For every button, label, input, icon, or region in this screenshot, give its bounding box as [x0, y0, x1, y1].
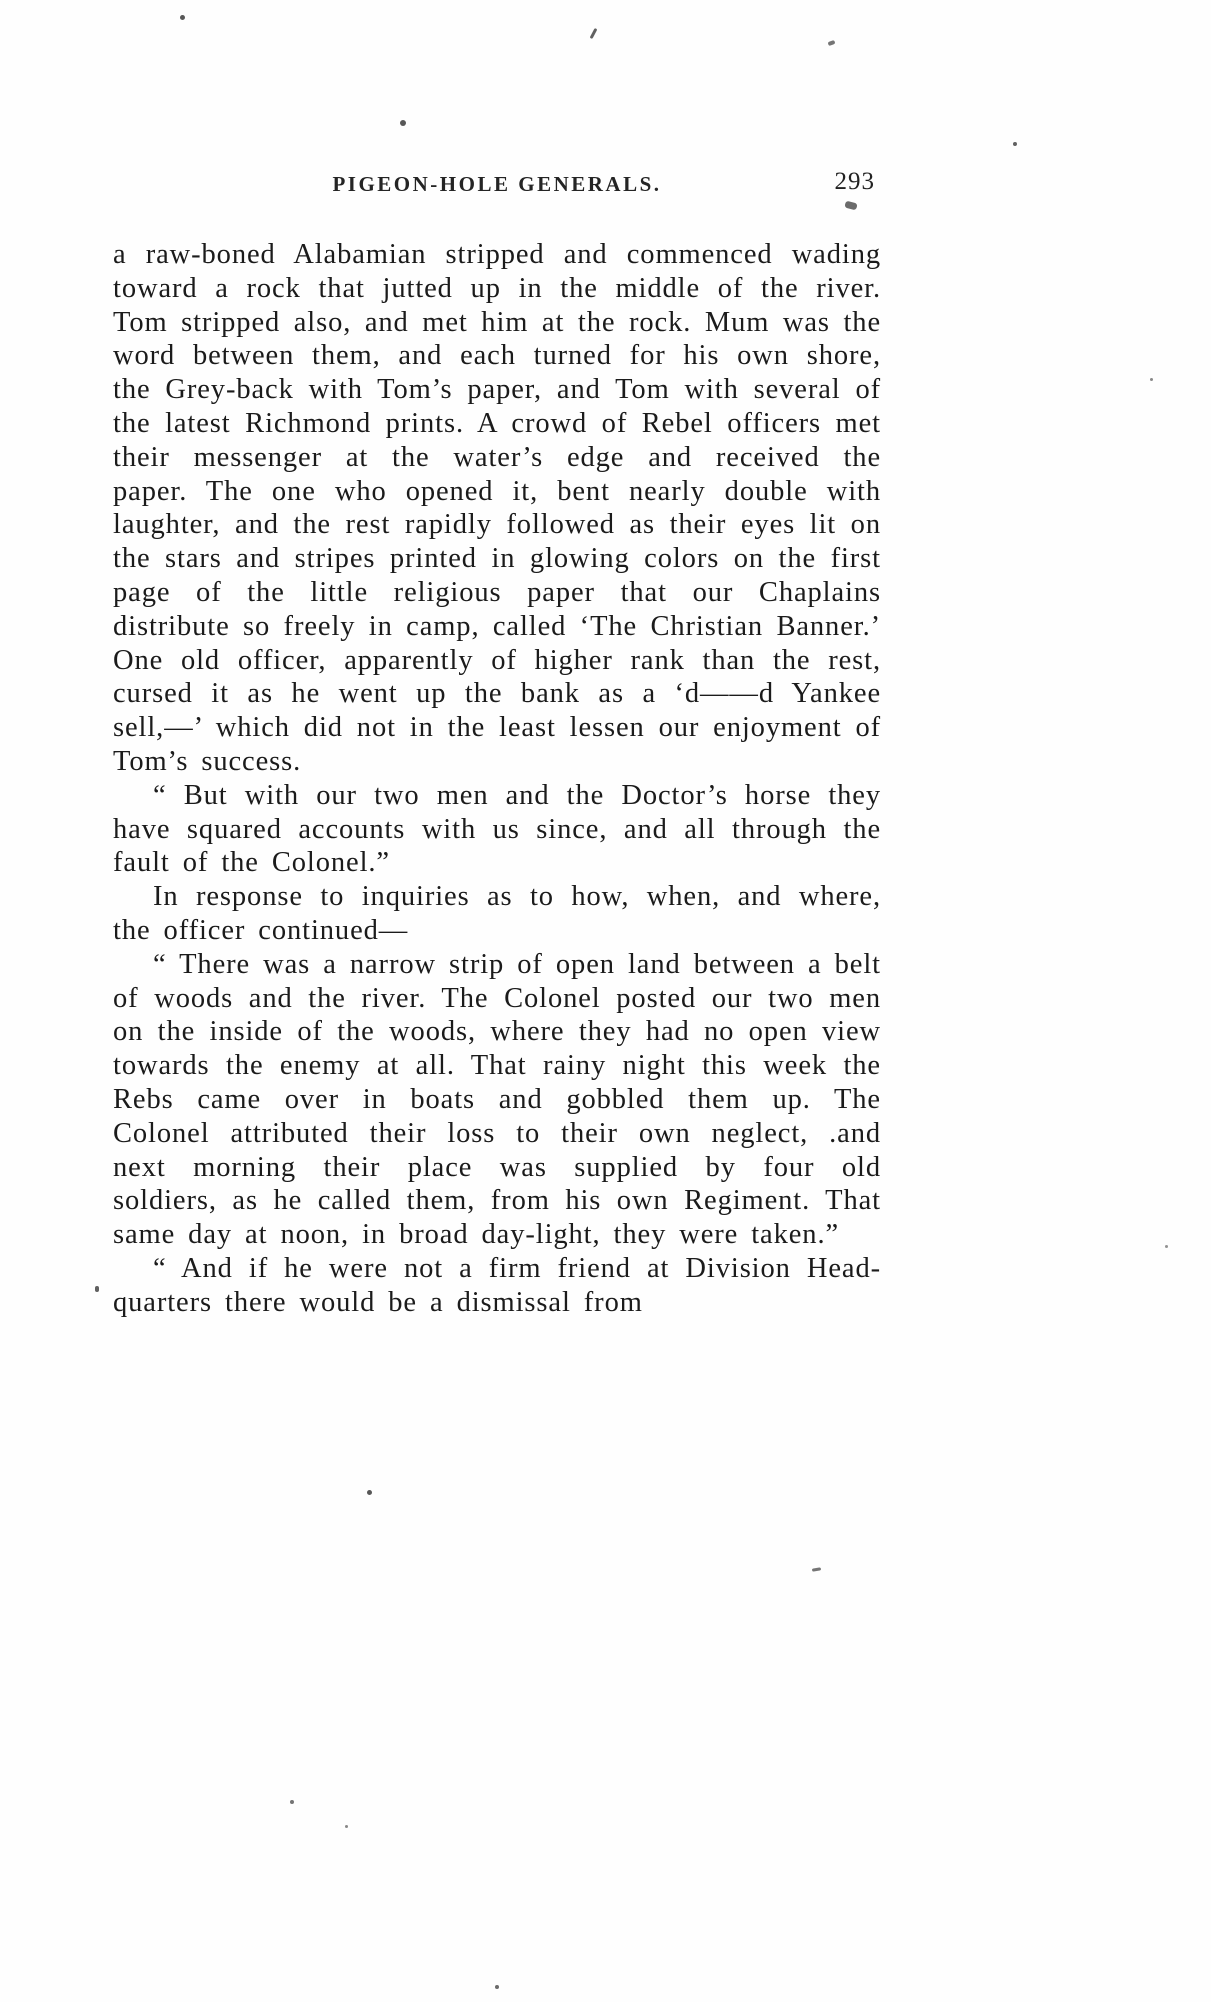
scan-speck — [828, 40, 836, 46]
paragraph: “ There was a narrow strip of open land between a belt of woods and the river. The Colonel posted our two men on the inside of the woods, where they had no open view towards the enemy at all. That rainy night this week the Rebs came over in boats and gobbled them up. The Colonel attributed their loss to their own neglect, .and next morning their place was supplied by four old soldiers, as he called them, from his own Regiment. That same day at noon, in broad day-light, they were taken.” — [113, 948, 881, 1251]
scan-speck — [1165, 1245, 1168, 1248]
scan-speck — [495, 1985, 499, 1989]
scan-speck — [367, 1490, 372, 1495]
scan-speck — [345, 1825, 348, 1828]
paragraph: “ But with our two men and the Doctor’s horse they have squared accounts with us since, and all through the fault of the Colonel.” — [113, 779, 881, 879]
page-number: 293 — [834, 168, 875, 195]
page-header — [113, 168, 881, 206]
running-title: PIGEON-HOLE GENERALS. — [332, 172, 662, 196]
scan-speck — [1013, 142, 1017, 146]
paragraph: “ And if he were not a firm friend at Division Head-quarters there would be a dismissal from — [113, 1252, 881, 1318]
scan-speck — [400, 120, 406, 126]
page-text — [113, 238, 881, 1320]
scan-speck — [590, 28, 598, 39]
scan-speck — [812, 1567, 821, 1572]
scan-speck — [95, 1286, 99, 1292]
paragraph: a raw-boned Alabamian stripped and commenced wading toward a rock that jutted up in the middle of the river. Tom stripped also, and met him at the rock. Mum was the word between them, and each turned for his own shore, the Grey-back with Tom’s paper, and Tom with several of the latest Richmond prints. A crowd of Rebel officers met their messenger at the water’s edge and received the paper. The one who opened it, bent nearly double with laughter, and the rest rapidly followed as their eyes lit on the stars and stripes printed in glowing colors on the first page of the little religious paper that our Chaplains distribute so freely in camp, called ‘The Christian Banner.’ One old officer, apparently of higher rank than the rest, cursed it as he went up the bank as a ‘d——d Yankee sell,—’ which did not in the least lessen our enjoyment of Tom’s success. — [113, 239, 881, 777]
scan-speck — [290, 1800, 294, 1804]
paragraph: In response to inquiries as to how, when, and where, the officer continued— — [113, 881, 881, 946]
scan-speck — [1150, 378, 1153, 381]
scan-speck — [180, 15, 185, 20]
